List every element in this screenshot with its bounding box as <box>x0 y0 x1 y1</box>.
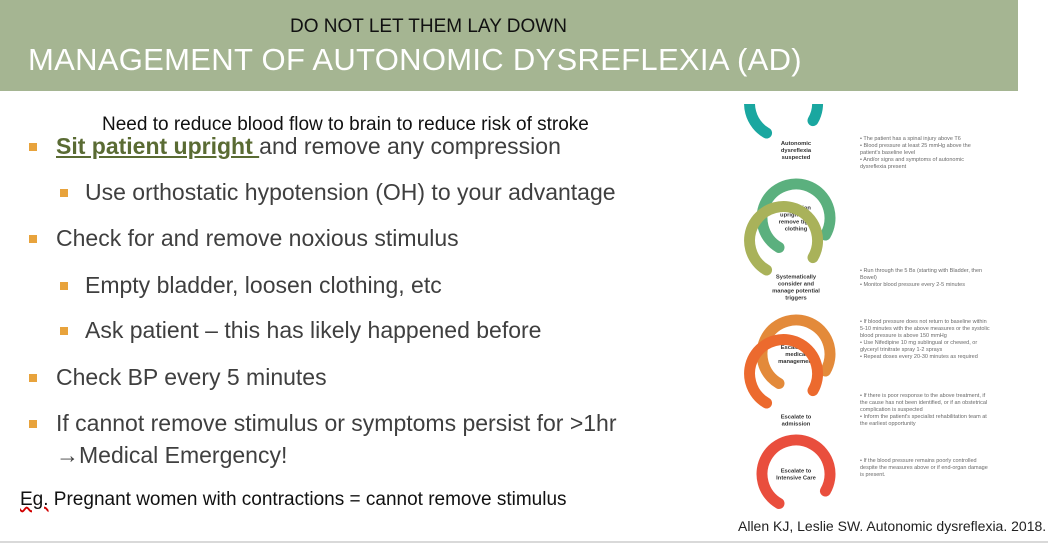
bullet-marker <box>29 143 37 151</box>
bullet-item-3: Check for and remove noxious stimulus <box>56 225 459 251</box>
bullet-marker <box>29 420 37 428</box>
bullet-item-1 <box>56 133 561 160</box>
slide-title: MANAGEMENT OF AUTONOMIC DYSREFLEXIA (AD) <box>28 42 802 77</box>
flowchart-step-label: Escalate to admission <box>780 414 812 428</box>
flowchart-step-details-5 <box>860 393 990 428</box>
flowchart-detail-line: • If blood pressure does not return to baseline within 5-10 minutes with the above measures or the systolic blood pressure is above 150 mmHg <box>860 319 990 339</box>
title-banner <box>0 0 1018 91</box>
bullet-text: and remove any compression <box>259 133 561 159</box>
flowchart-step-label: Autonomic dysreflexia suspected <box>780 141 812 161</box>
flowchart-detail-line: • And/or signs and symptoms of autonomic dysreflexia present <box>860 157 965 170</box>
flowchart-detail-line: • Blood pressure at least 25 mmHg above the patient's baseline level <box>860 143 971 156</box>
flowchart-step-details-4 <box>860 319 990 361</box>
bullet-marker <box>60 282 68 290</box>
flowchart-step-details-6 <box>860 458 990 479</box>
bullet-item-2: Use orthostatic hypotension (OH) to your advantage <box>85 179 616 205</box>
flowchart-detail-line: • Inform the patient's specialist rehabilitation team at the earliest opportunity <box>860 414 987 427</box>
bullet-item-7-continuation: →Medical Emergency! <box>56 442 288 468</box>
flowchart-graphic <box>726 104 866 509</box>
bullet-item-6: Check BP every 5 minutes <box>56 364 327 390</box>
flowchart-detail-line: • Repeat doses every 20-30 minutes as required <box>860 354 978 360</box>
bullet-marker <box>60 189 68 197</box>
bullet-item-4: Empty bladder, loosen clothing, etc <box>85 272 442 298</box>
citation: Allen KJ, Leslie SW. Autonomic dysreflexia. 2018. <box>738 518 1047 534</box>
emphasis-text: Sit patient upright <box>56 133 260 159</box>
flowchart-detail-line: • The patient has a spinal injury above T6 <box>860 136 961 142</box>
bullet-marker <box>29 235 37 243</box>
flowchart-step-label: Escalate to Intensive Care <box>776 468 816 482</box>
flowchart-detail-line: • Use Nifedipine 10 mg sublingual or chewed, or glyceryl trinitrate spray 1-2 sprays <box>860 340 978 353</box>
example-prefix: Eg. <box>20 489 49 510</box>
example-text <box>20 489 567 511</box>
note-text: Need to reduce blood flow to brain to reduce risk of stroke <box>102 114 589 135</box>
bullet-item-7: If cannot remove stimulus or symptoms persist for >1hr <box>56 410 617 436</box>
flowchart-step-label: Reposition upright and remove tight clothing <box>778 205 814 233</box>
bullet-marker <box>29 374 37 382</box>
flowchart-step-label: Escalate to medical management <box>778 345 814 365</box>
slide-kicker: DO NOT LET THEM LAY DOWN <box>290 16 567 37</box>
bottom-rule <box>0 541 1048 543</box>
bullet-item-5: Ask patient – this has likely happened before <box>85 317 542 343</box>
example-body: Pregnant women with contractions = cannot remove stimulus <box>48 489 567 510</box>
flowchart-detail-line: • If the blood pressure remains poorly controlled despite the measures above or if end-organ damage is present. <box>860 458 988 478</box>
flowchart-step-details-1 <box>860 136 990 171</box>
flowchart-detail-line: • Monitor blood pressure every 2-5 minutes <box>860 282 965 288</box>
flowchart-step-label: Systematically consider and manage potential triggers <box>772 274 820 302</box>
flowchart-detail-line: • If there is poor response to the above treatment, if the cause has not been identified, or if an obstetrical complication is suspected <box>860 393 988 413</box>
flowchart-detail-line: • Run through the 5 Bs (starting with Bladder, then Bowel) <box>860 268 983 281</box>
bullet-marker <box>60 327 68 335</box>
flowchart-step-details-3 <box>860 268 990 289</box>
